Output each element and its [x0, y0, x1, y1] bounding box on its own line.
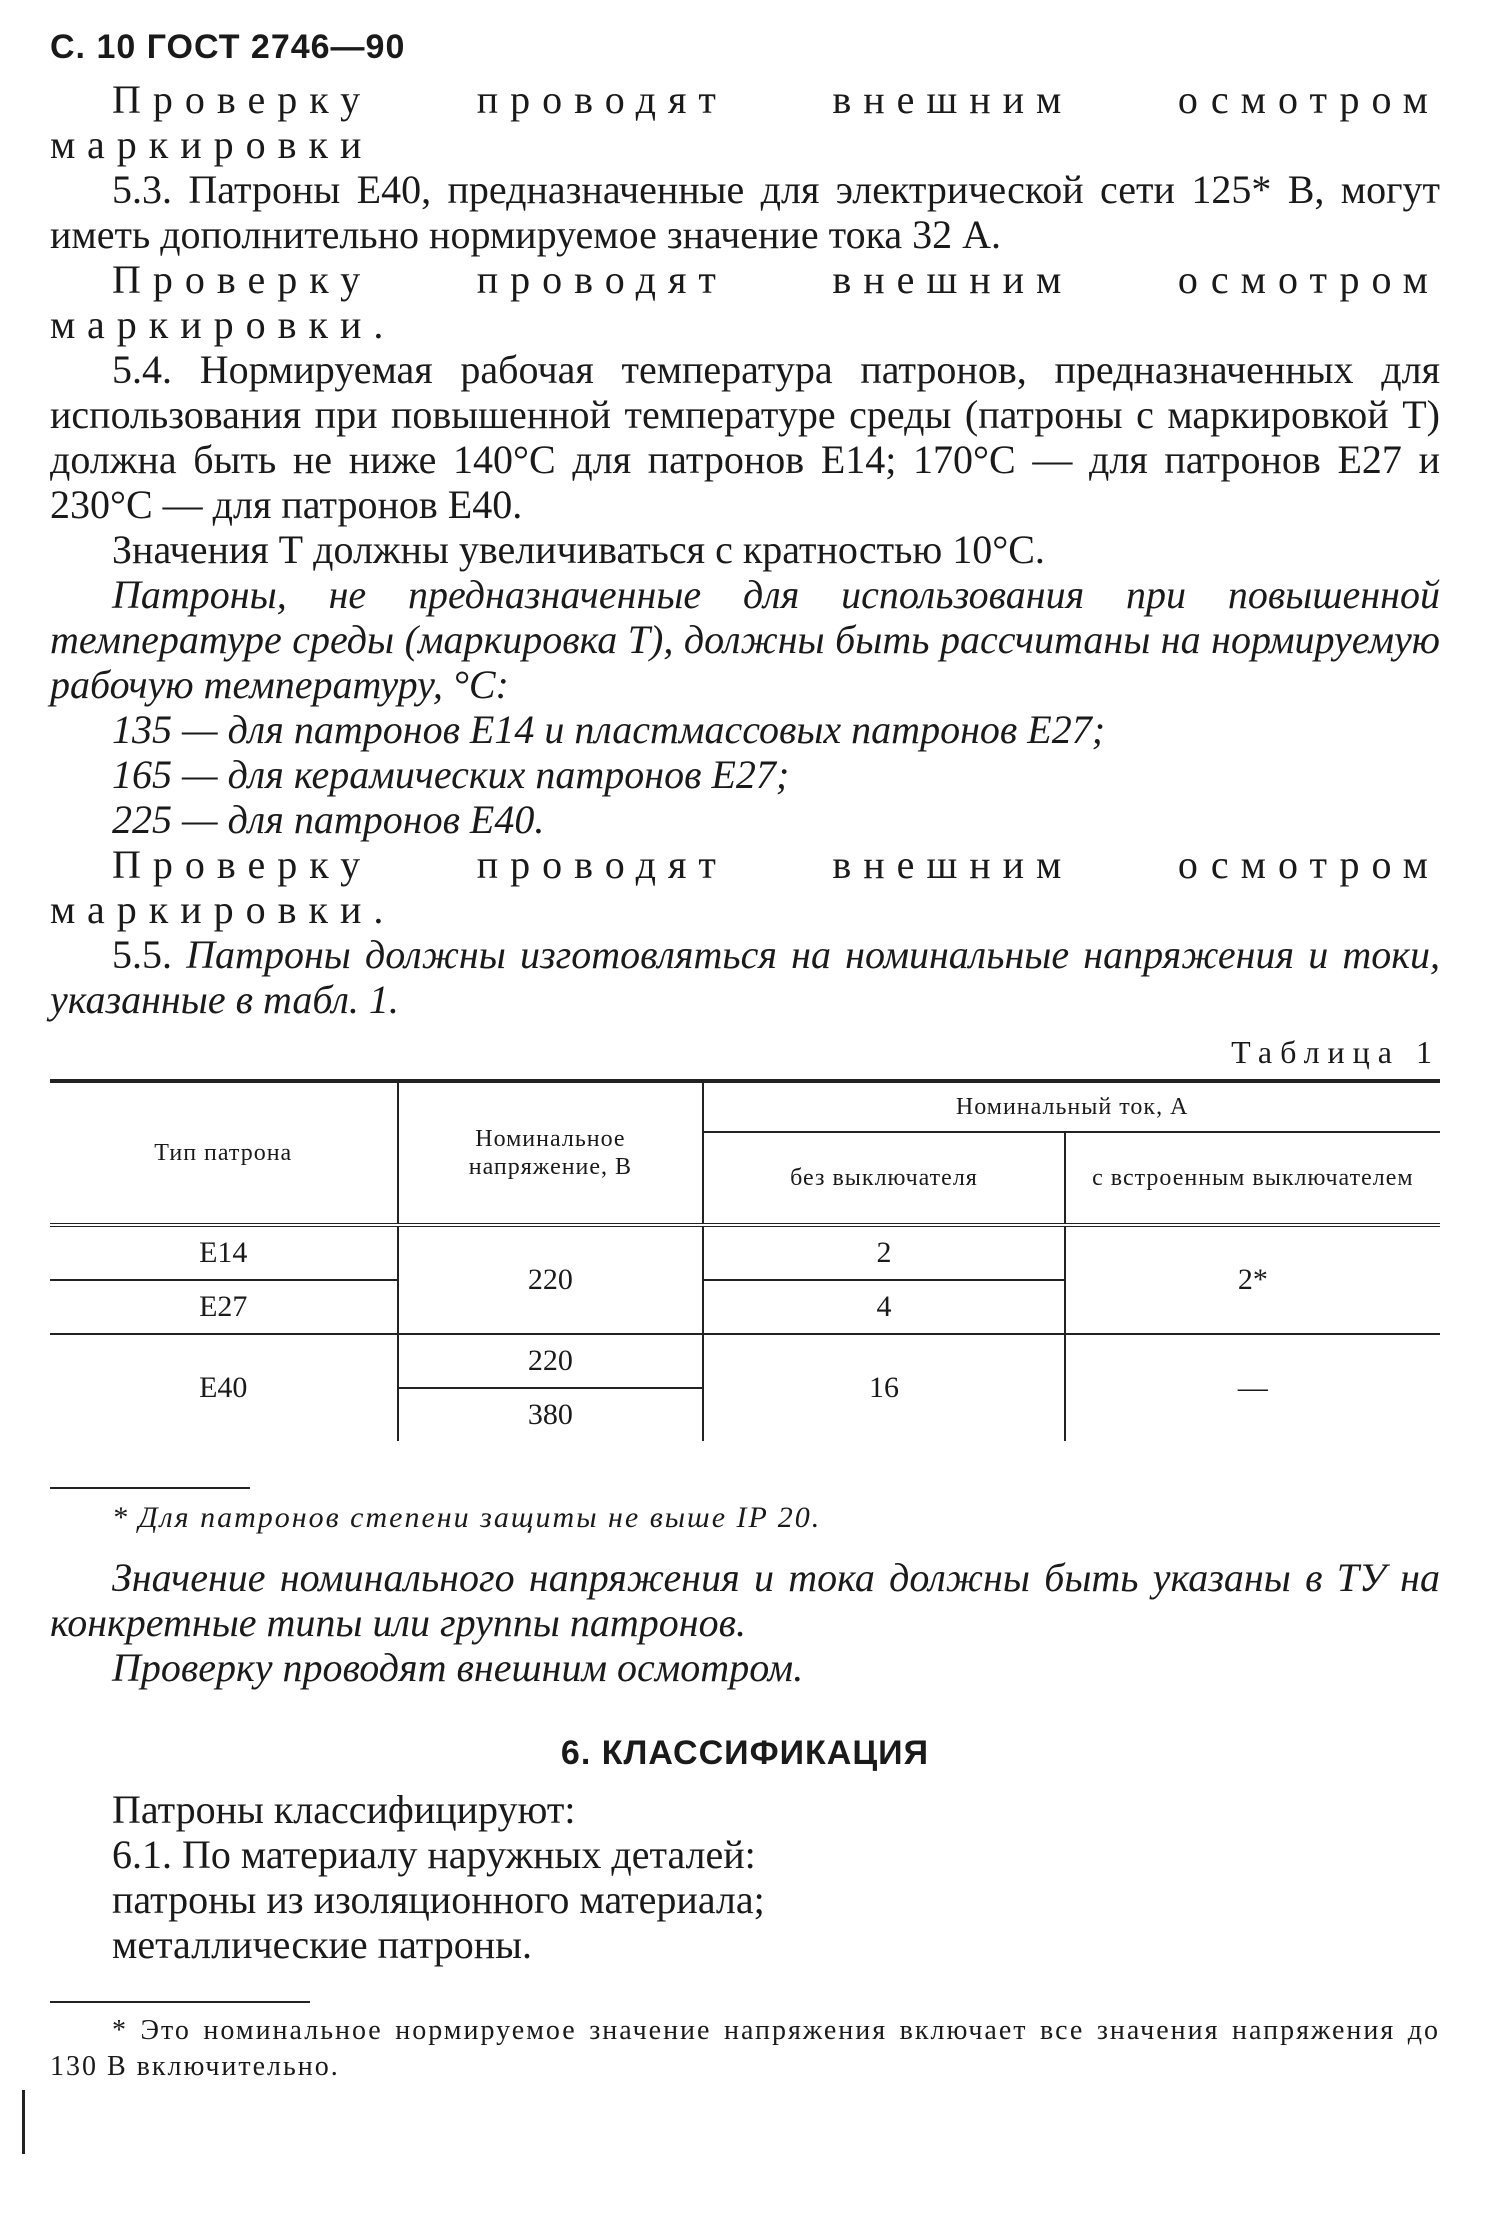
list-item: 135 — для патронов Е14 и пластмассовых патронов Е27;	[112, 707, 1106, 752]
cell-voltage: 380	[398, 1388, 704, 1441]
paragraph: 6.1. По материалу наружных деталей:	[112, 1832, 756, 1877]
paragraph: Проверку проводят внешним осмотром маркировки.	[50, 842, 1440, 932]
paragraph: Патроны классифицируют:	[112, 1787, 576, 1832]
table-1	[50, 1079, 1440, 1441]
clause-number: 5.5.	[112, 932, 172, 977]
cell-voltage: 220	[398, 1225, 704, 1334]
paragraph: Проверку проводят внешним осмотром маркировки.	[50, 257, 1440, 347]
paragraph: Патроны, не предназначенные для использования при повышенной температуре среды (маркировка Т), должны быть рассчитаны на нормируемую рабочую температуру, °С:	[50, 572, 1440, 707]
col-header-no-switch: без выключателя	[703, 1132, 1064, 1225]
cell-switch: —	[1065, 1334, 1440, 1441]
footnote-rule	[50, 2001, 310, 2003]
list-item: 225 — для патронов Е40.	[112, 797, 545, 842]
list-item: металлические патроны.	[112, 1922, 533, 1967]
list-item: 165 — для керамических патронов Е27;	[112, 752, 790, 797]
col-header-current: Номинальный ток, А	[703, 1081, 1440, 1132]
clause-text: Патроны должны изготовляться на номинальные напряжения и токи, указанные в табл. 1.	[50, 932, 1440, 1022]
cell-switch: 2*	[1065, 1225, 1440, 1334]
cell-voltage: 220	[398, 1334, 704, 1388]
table-footnote: * Для патронов степени защиты не выше IP 20.	[112, 1501, 822, 1534]
paragraph: Проверку проводят внешним осмотром.	[112, 1645, 804, 1690]
margin-change-bar	[22, 2090, 25, 2154]
cell-type: Е14	[50, 1225, 398, 1280]
page-header: С. 10 ГОСТ 2746—90	[50, 28, 406, 66]
table-caption: Таблица 1	[1231, 1034, 1440, 1070]
footnote-rule	[50, 1487, 250, 1489]
paragraph	[50, 932, 1440, 1022]
cell-current: 4	[703, 1280, 1064, 1334]
table-row	[50, 1334, 1440, 1388]
paragraph: 5.4. Нормируемая рабочая температура патронов, предназначенных для использования при повышенной температуре среды (патроны с маркировкой Т) должна быть не ниже 140°С для патронов Е14; 170°С — для патронов Е27 и 230°С — для патронов Е40.	[50, 347, 1440, 527]
col-header-with-switch: с встроенным выключателем	[1065, 1132, 1440, 1225]
paragraph: Значение номинального напряжения и тока должны быть указаны в ТУ на конкретные типы или группы патронов.	[50, 1555, 1440, 1645]
document-page	[50, 28, 1440, 2085]
col-header-type: Тип патрона	[50, 1081, 398, 1225]
paragraph: Проверку проводят внешним осмотром маркировки	[50, 77, 1440, 167]
cell-type: Е40	[199, 1371, 248, 1404]
table-row	[50, 1225, 1440, 1280]
section-title: 6. КЛАССИФИКАЦИЯ	[560, 1734, 930, 1772]
cell-current: 2	[703, 1225, 1064, 1280]
page-footnote: * Это номинальное нормируемое значение напряжения включает все значения напряжения до 130 В включительно.	[50, 2015, 1440, 2082]
col-header-voltage: Номинальное напряжение, В	[398, 1081, 704, 1225]
list-item: патроны из изоляционного материала;	[112, 1877, 765, 1922]
cell-type: Е27	[50, 1280, 398, 1334]
cell-current: 16	[703, 1334, 1064, 1441]
paragraph: Значения Т должны увеличиваться с кратностью 10°С.	[112, 527, 1045, 572]
paragraph: 5.3. Патроны Е40, предназначенные для электрической сети 125* В, могут иметь дополнительно нормируемое значение тока 32 А.	[50, 167, 1440, 257]
